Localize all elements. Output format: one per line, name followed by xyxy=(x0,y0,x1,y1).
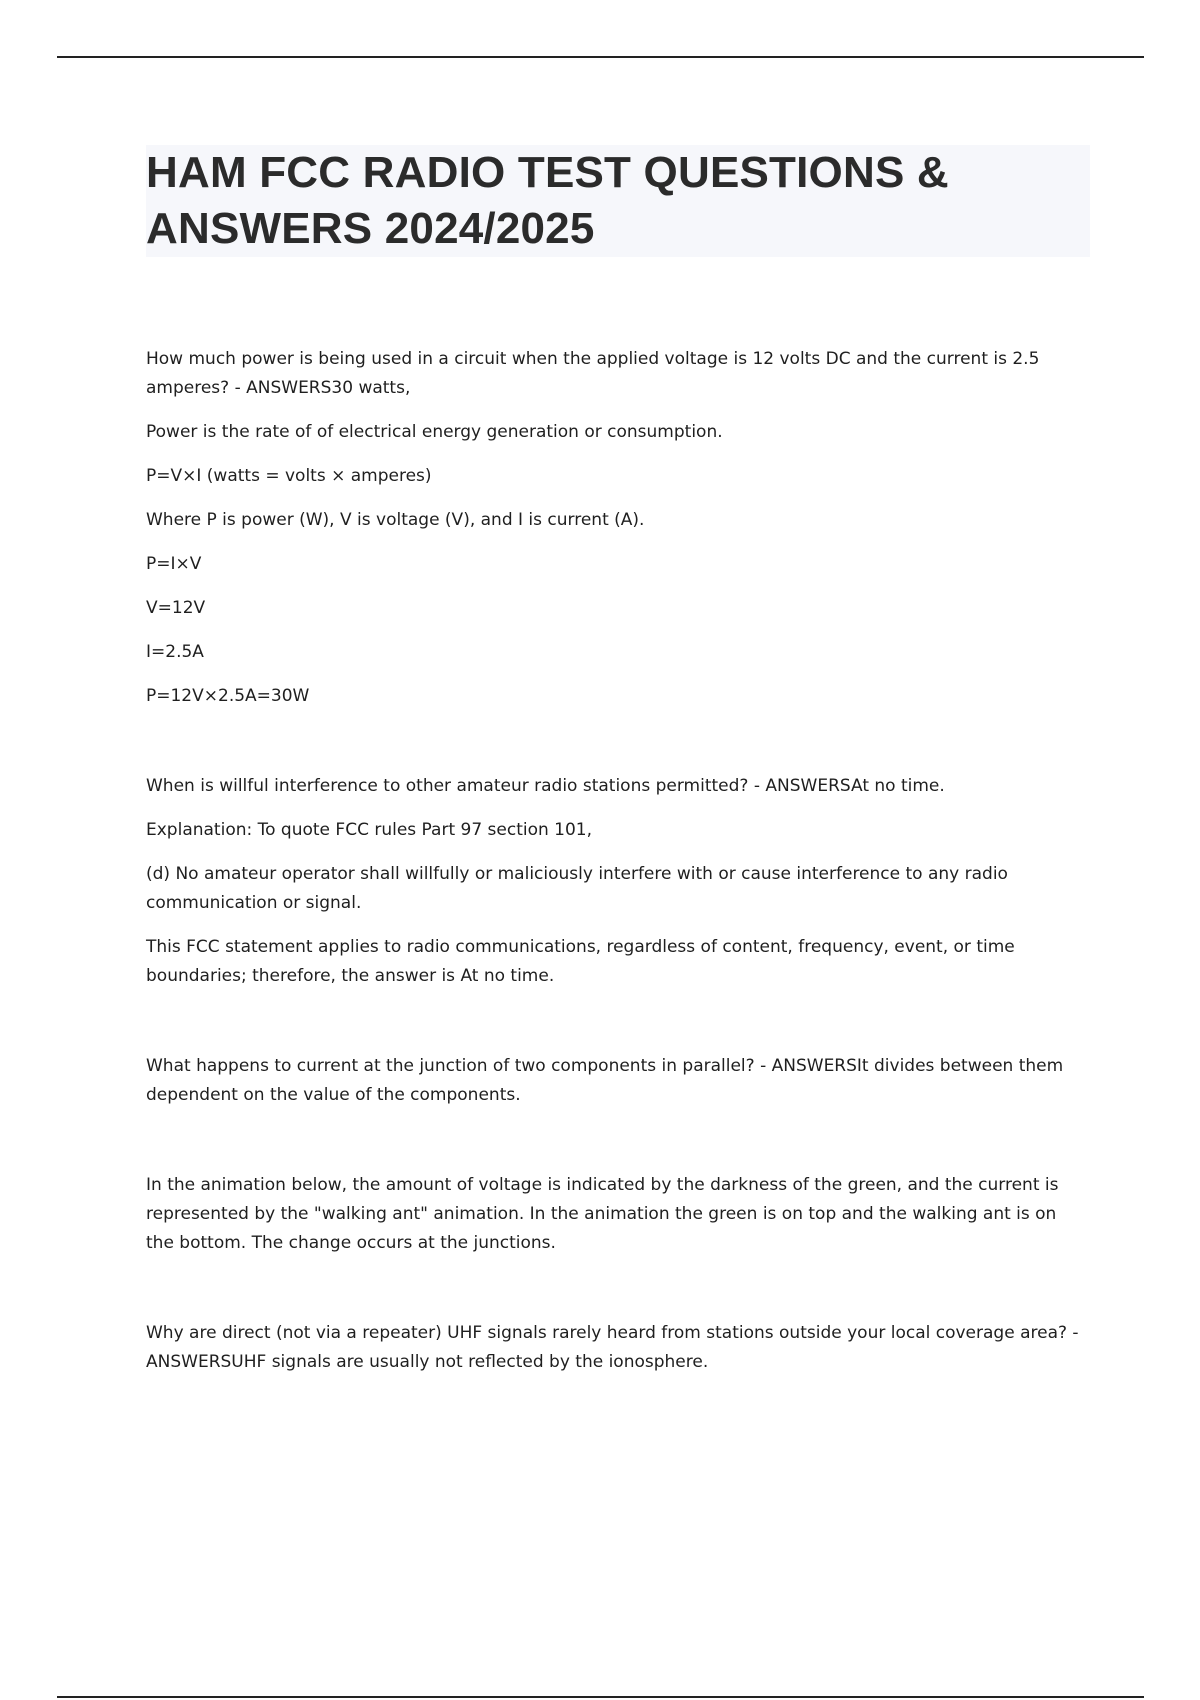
question-paragraph: When is willful interference to other amateur radio stations permitted? - ANSWERSAt no time. xyxy=(146,776,945,796)
block-spacer xyxy=(146,1125,1086,1171)
bottom-divider xyxy=(57,1696,1144,1698)
formula-paragraph: V=12V xyxy=(146,598,206,618)
qa-block-power xyxy=(146,345,1086,711)
document-body xyxy=(146,345,1086,1392)
formula-paragraph: I=2.5A xyxy=(146,642,204,662)
title-banner xyxy=(146,145,1090,257)
top-divider xyxy=(57,56,1144,58)
body-paragraph: This FCC statement applies to radio communications, regardless of content, frequency, event, or time boundaries; therefore, the answer is At no time. xyxy=(146,937,1015,986)
block-spacer xyxy=(146,1006,1086,1052)
title-line-2: ANSWERS 2024/2025 xyxy=(146,204,595,253)
block-spacer xyxy=(146,726,1086,772)
body-paragraph: In the animation below, the amount of voltage is indicated by the darkness of the green, and the current is represented by the "walking ant" animation. In the animation the green is on top and the walking ant is on the bottom. The change occurs at the junctions. xyxy=(146,1175,1059,1253)
qa-block-uhf xyxy=(146,1319,1086,1377)
question-paragraph: What happens to current at the junction of two components in parallel? - ANSWERSIt divides between them dependent on the value of the components. xyxy=(146,1056,1064,1105)
body-paragraph: Where P is power (W), V is voltage (V), and I is current (A). xyxy=(146,510,645,530)
formula-paragraph: P=V×I (watts = volts × amperes) xyxy=(146,466,432,486)
formula-paragraph: P=I×V xyxy=(146,554,202,574)
question-paragraph: Why are direct (not via a repeater) UHF signals rarely heard from stations outside your local coverage area? - ANSWERSUHF signals are usually not reflected by the ionosphere. xyxy=(146,1323,1079,1372)
body-paragraph: (d) No amateur operator shall willfully or maliciously interfere with or cause interference to any radio communication or signal. xyxy=(146,864,1008,913)
block-spacer xyxy=(146,1273,1086,1319)
title-line-1: HAM FCC RADIO TEST QUESTIONS & xyxy=(146,148,949,197)
page-title xyxy=(146,145,1090,257)
qa-block-interference xyxy=(146,772,1086,991)
qa-block-animation-note xyxy=(146,1171,1086,1258)
body-paragraph: Explanation: To quote FCC rules Part 97 section 101, xyxy=(146,820,593,840)
question-paragraph: How much power is being used in a circuit when the applied voltage is 12 volts DC and the current is 2.5 amperes? - ANSWERS30 watts, xyxy=(146,349,1040,398)
body-paragraph: Power is the rate of of electrical energy generation or consumption. xyxy=(146,422,723,442)
formula-paragraph: P=12V×2.5A=30W xyxy=(146,686,310,706)
qa-block-parallel-current xyxy=(146,1052,1086,1110)
